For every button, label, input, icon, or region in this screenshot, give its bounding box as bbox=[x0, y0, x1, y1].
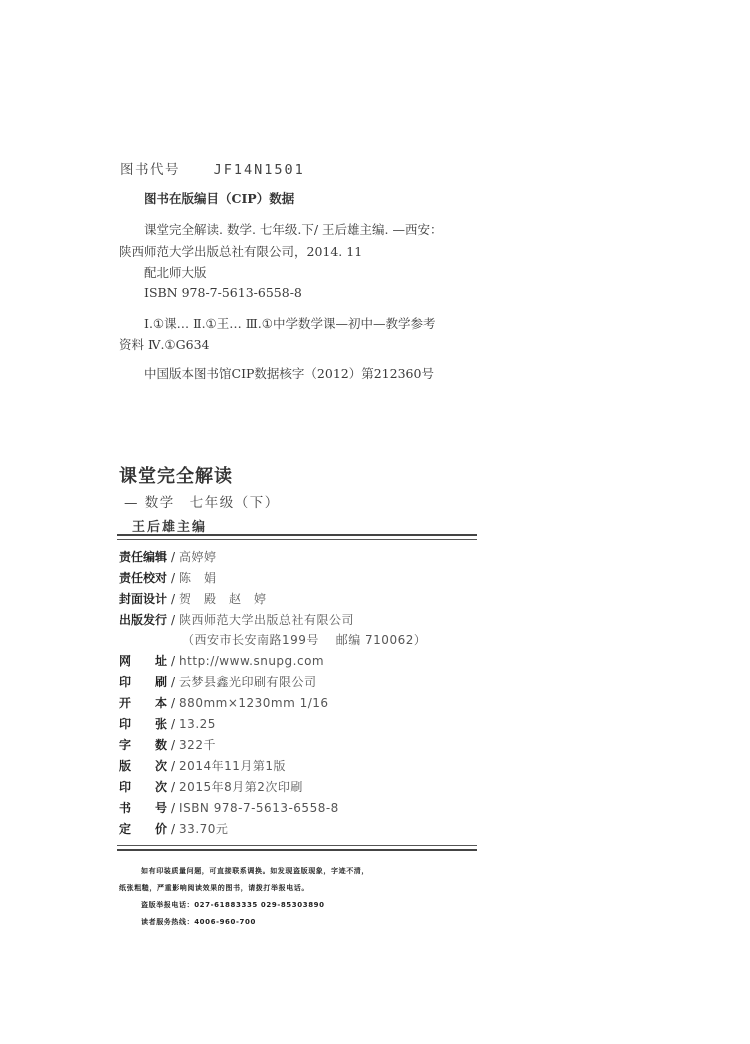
imprint-bottom-rule-thick bbox=[117, 849, 477, 851]
imprint-value: 33.70元 bbox=[179, 822, 229, 836]
imprint-slash: / bbox=[171, 675, 176, 689]
imprint-slash: / bbox=[171, 759, 176, 773]
imprint-row-sheets bbox=[119, 715, 216, 733]
notice-line-2: 纸张粗糙，严重影响阅读效果的图书，请拨打举报电话。 bbox=[119, 884, 309, 892]
notice-line-4: 读者服务热线：4006-960-700 bbox=[141, 918, 256, 926]
imprint-row-editor bbox=[119, 548, 217, 566]
book-editor: 王后雄主编 bbox=[132, 520, 208, 535]
imprint-slash: / bbox=[171, 717, 176, 731]
book-code-value: JF14N1501 bbox=[213, 162, 305, 178]
imprint-slash: / bbox=[171, 654, 176, 668]
cip-heading: 图书在版编目（CIP）数据 bbox=[144, 191, 295, 206]
imprint-label: 责任校对 bbox=[119, 571, 168, 585]
imprint-value: 贺 殿 赵 婷 bbox=[179, 592, 267, 606]
imprint-label: 印张 bbox=[119, 717, 167, 731]
imprint-value: 880mm×1230mm 1/16 bbox=[179, 696, 329, 710]
imprint-value: （西安市长安南路199号 邮编 710062） bbox=[182, 633, 427, 647]
book-code bbox=[120, 158, 305, 178]
cip-line-4: ISBN 978-7-5613-6558-8 bbox=[144, 285, 302, 300]
imprint-slash: / bbox=[171, 550, 176, 564]
cip-line-3: 配北师大版 bbox=[144, 265, 207, 280]
imprint-label: 印次 bbox=[119, 780, 167, 794]
imprint-label: 版次 bbox=[119, 759, 167, 773]
notice-line-3: 盗版举报电话：027-61883335 029-85303890 bbox=[141, 901, 325, 909]
notice-line-1: 如有印装质量问题，可直接联系调换。如发现盗版现象，字迹不清， bbox=[141, 867, 369, 875]
imprint-label: 封面设计 bbox=[119, 592, 168, 606]
imprint-label: 开本 bbox=[119, 696, 167, 710]
imprint-value: 2015年8月第2次印刷 bbox=[179, 780, 303, 794]
imprint-row-printer bbox=[119, 673, 317, 691]
book-subtitle: — 数学 七年级（下） bbox=[124, 495, 280, 511]
imprint-value: 云梦县鑫光印刷有限公司 bbox=[179, 675, 317, 689]
imprint-row-word-count bbox=[119, 736, 216, 754]
imprint-row-website bbox=[119, 652, 324, 670]
imprint-slash: / bbox=[171, 801, 176, 815]
imprint-bottom-rule-thin bbox=[117, 845, 477, 846]
imprint-value: http://www.snupg.com bbox=[179, 654, 325, 668]
imprint-value: ISBN 978-7-5613-6558-8 bbox=[179, 801, 339, 815]
imprint-row-address bbox=[182, 631, 426, 649]
imprint-label: 书号 bbox=[119, 801, 167, 815]
cip-line-1: 课堂完全解读. 数学. 七年级.下/ 王后雄主编. —西安： bbox=[144, 222, 443, 237]
imprint-top-rule-thick bbox=[117, 534, 477, 536]
cip-line-6: 资料 Ⅳ.①G634 bbox=[119, 337, 210, 352]
imprint-row-format bbox=[119, 694, 329, 712]
imprint-label: 网址 bbox=[119, 654, 167, 668]
imprint-slash: / bbox=[171, 613, 176, 627]
cip-line-5: Ⅰ.①课… Ⅱ.①王… Ⅲ.①中学数学课—初中—教学参考 bbox=[144, 316, 436, 331]
imprint-label: 定价 bbox=[119, 822, 167, 836]
imprint-row-proofreader bbox=[119, 569, 217, 587]
imprint-row-edition bbox=[119, 757, 286, 775]
imprint-row-isbn bbox=[119, 799, 339, 817]
imprint-row-impression bbox=[119, 778, 303, 796]
imprint-row-publisher bbox=[119, 611, 354, 629]
imprint-slash: / bbox=[171, 738, 176, 752]
imprint-label: 出版发行 bbox=[119, 613, 168, 627]
imprint-row-price bbox=[119, 820, 228, 838]
imprint-label: 字数 bbox=[119, 738, 167, 752]
imprint-value: 高婷婷 bbox=[179, 550, 217, 564]
cip-line-7: 中国版本图书馆CIP数据核字（2012）第212360号 bbox=[144, 366, 434, 381]
imprint-label: 责任编辑 bbox=[119, 550, 168, 564]
book-title: 课堂完全解读 bbox=[119, 466, 233, 487]
imprint-slash: / bbox=[171, 571, 176, 585]
imprint-slash: / bbox=[171, 696, 176, 710]
imprint-top-rule-thin bbox=[117, 539, 477, 540]
imprint-value: 陈 娟 bbox=[179, 571, 217, 585]
imprint-label: 印刷 bbox=[119, 675, 167, 689]
imprint-value: 322千 bbox=[179, 738, 216, 752]
imprint-value: 2014年11月第1版 bbox=[179, 759, 286, 773]
imprint-value: 陕西师范大学出版总社有限公司 bbox=[179, 613, 355, 627]
imprint-slash: / bbox=[171, 592, 176, 606]
imprint-value: 13.25 bbox=[179, 717, 216, 731]
book-code-label: 图书代号 bbox=[120, 162, 180, 178]
imprint-slash: / bbox=[171, 780, 176, 794]
imprint-row-cover-design bbox=[119, 590, 267, 608]
cip-line-2: 陕西师范大学出版总社有限公司，2014. 11 bbox=[119, 244, 363, 259]
imprint-slash: / bbox=[171, 822, 176, 836]
